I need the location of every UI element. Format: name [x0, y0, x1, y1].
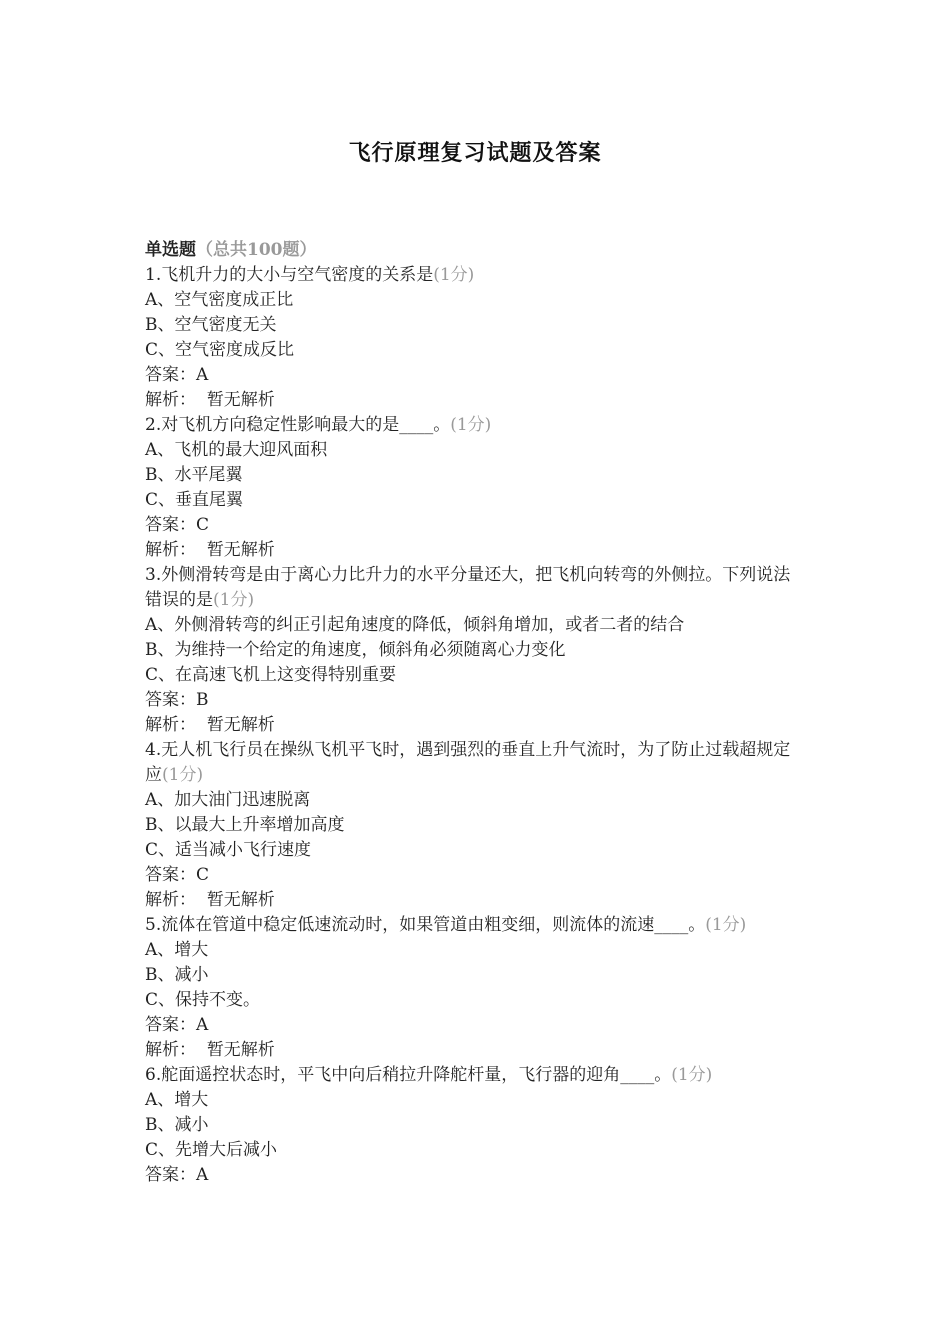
analysis-line — [145, 888, 797, 913]
question-text: 无人机飞行员在操纵飞机平飞时，遇到强烈的垂直上升气流时，为了防止过载超规定应 — [145, 740, 791, 785]
option-c: C、保持不变。 — [145, 990, 261, 1010]
answer-prefix: 答案： — [145, 865, 196, 885]
analysis-spacer — [196, 390, 207, 410]
question-block — [145, 413, 797, 563]
analysis-value: 暂无解析 — [206, 890, 275, 910]
option-b: B、减小 — [145, 1115, 209, 1135]
answer-value: C — [196, 515, 210, 535]
question-block — [145, 1063, 797, 1188]
page-title: 飞行原理复习试题及答案 — [348, 140, 602, 166]
question-score: (1分) — [213, 590, 255, 610]
answer-line — [145, 513, 797, 538]
analysis-spacer — [196, 540, 207, 560]
option-c: C、垂直尾翼 — [145, 490, 244, 510]
question-number: 3. — [145, 565, 162, 585]
question-stem — [145, 913, 797, 938]
option-b: B、为维持一个给定的角速度，倾斜角必须随离心力变化 — [145, 640, 566, 660]
question-block — [145, 913, 797, 1063]
section-count: （总共100题） — [196, 240, 317, 260]
question-stem — [145, 563, 797, 613]
analysis-spacer — [196, 890, 207, 910]
question-stem — [145, 413, 797, 438]
question-score: (1分) — [450, 415, 492, 435]
question-text: 舵面遥控状态时，平飞中向后稍拉升降舵杆量，飞行器的迎角____。 — [161, 1065, 672, 1085]
option-a: A、飞机的最大迎风面积 — [145, 440, 328, 460]
option-c: C、适当减小飞行速度 — [145, 840, 312, 860]
question-text: 外侧滑转弯是由于离心力比升力的水平分量还大，把飞机向转弯的外侧拉。下列说法错误的是 — [145, 565, 791, 610]
analysis-value: 暂无解析 — [206, 1040, 275, 1060]
question-number: 1. — [145, 265, 162, 285]
option-c: C、空气密度成反比 — [145, 340, 295, 360]
option-b: B、水平尾翼 — [145, 465, 243, 485]
question-text: 对飞机方向稳定性影响最大的是____。 — [161, 415, 451, 435]
answer-value: B — [196, 690, 209, 710]
answer-line — [145, 1163, 797, 1188]
section-label: 单选题 — [145, 240, 196, 260]
section-heading — [145, 238, 797, 263]
question-number: 6. — [145, 1065, 162, 1085]
question-stem — [145, 1063, 797, 1088]
questions-container — [145, 263, 797, 1188]
analysis-prefix: 解析： — [145, 390, 196, 410]
question-text: 飞机升力的大小与空气密度的关系是 — [161, 265, 434, 285]
analysis-spacer — [196, 715, 207, 735]
analysis-prefix: 解析： — [145, 890, 196, 910]
question-block — [145, 563, 797, 738]
analysis-value: 暂无解析 — [206, 715, 275, 735]
question-number: 5. — [145, 915, 162, 935]
answer-value: C — [196, 865, 210, 885]
answer-prefix: 答案： — [145, 1015, 196, 1035]
analysis-prefix: 解析： — [145, 540, 196, 560]
question-score: (1分) — [705, 915, 747, 935]
analysis-line — [145, 388, 797, 413]
analysis-value: 暂无解析 — [206, 540, 275, 560]
option-a: A、空气密度成正比 — [145, 290, 294, 310]
question-block — [145, 263, 797, 413]
answer-value: A — [196, 365, 209, 385]
option-b: B、以最大上升率增加高度 — [145, 815, 345, 835]
analysis-value: 暂无解析 — [206, 390, 275, 410]
question-number: 4. — [145, 740, 162, 760]
option-a: A、外侧滑转弯的纠正引起角速度的降低，倾斜角增加，或者二者的结合 — [145, 615, 685, 635]
answer-prefix: 答案： — [145, 1165, 196, 1185]
question-score: (1分) — [162, 765, 204, 785]
question-stem — [145, 738, 797, 788]
answer-line — [145, 688, 797, 713]
analysis-line — [145, 713, 797, 738]
question-number: 2. — [145, 415, 162, 435]
answer-line — [145, 1013, 797, 1038]
analysis-prefix: 解析： — [145, 1040, 196, 1060]
question-list — [145, 238, 797, 1188]
question-stem — [145, 263, 797, 288]
option-a: A、增大 — [145, 1090, 209, 1110]
question-text: 流体在管道中稳定低速流动时，如果管道由粗变细，则流体的流速____。 — [161, 915, 706, 935]
answer-value: A — [196, 1165, 209, 1185]
answer-line — [145, 363, 797, 388]
question-block — [145, 738, 797, 913]
question-score: (1分) — [433, 265, 475, 285]
analysis-prefix: 解析： — [145, 715, 196, 735]
answer-prefix: 答案： — [145, 690, 196, 710]
answer-prefix: 答案： — [145, 515, 196, 535]
option-b: B、空气密度无关 — [145, 315, 277, 335]
option-a: A、增大 — [145, 940, 209, 960]
option-a: A、加大油门迅速脱离 — [145, 790, 311, 810]
question-score: (1分) — [671, 1065, 713, 1085]
analysis-line — [145, 1038, 797, 1063]
answer-prefix: 答案： — [145, 365, 196, 385]
option-b: B、减小 — [145, 965, 209, 985]
answer-value: A — [196, 1015, 209, 1035]
analysis-spacer — [196, 1040, 207, 1060]
analysis-line — [145, 538, 797, 563]
option-c: C、先增大后减小 — [145, 1140, 278, 1160]
option-c: C、在高速飞机上这变得特别重要 — [145, 665, 397, 685]
answer-line — [145, 863, 797, 888]
